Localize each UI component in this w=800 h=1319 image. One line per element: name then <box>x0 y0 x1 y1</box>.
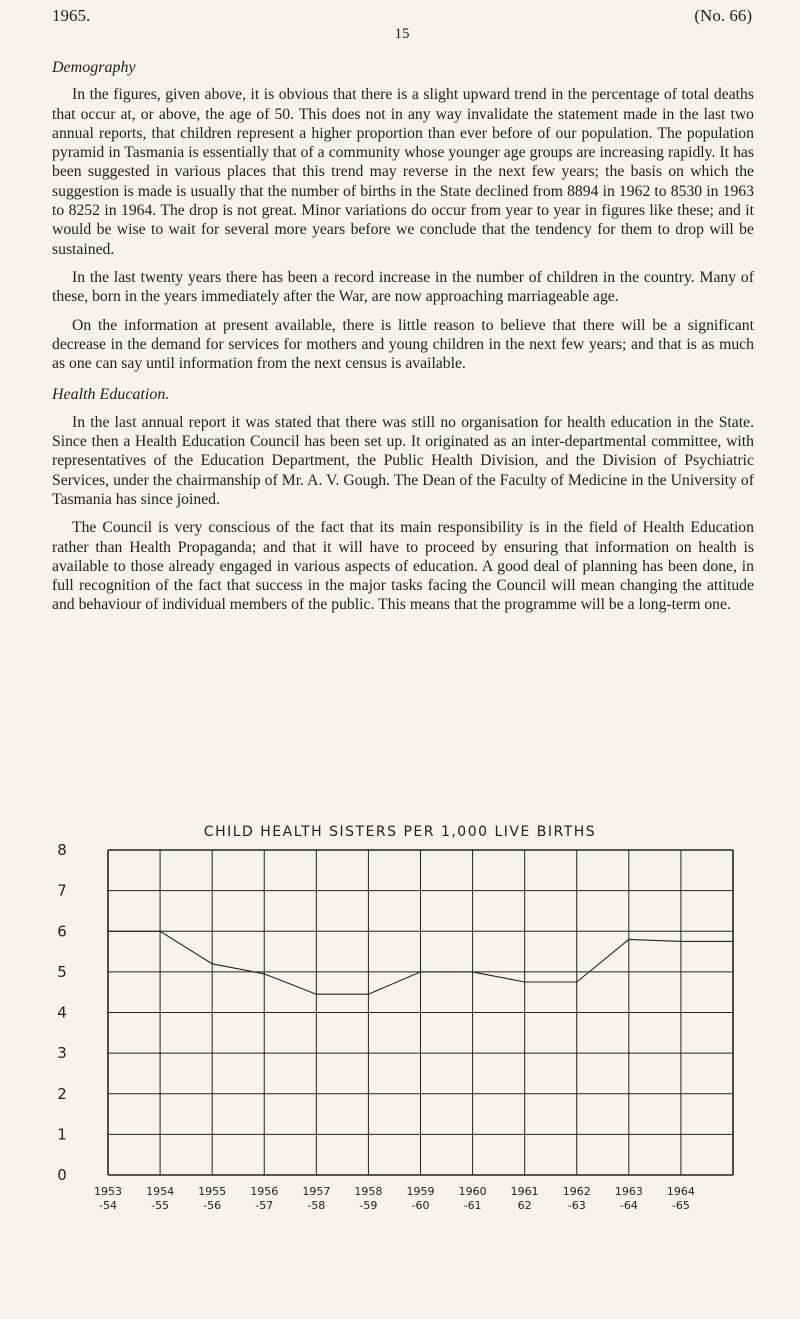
report-number: (No. 66) <box>694 6 752 25</box>
x-tick-label-range: -59 <box>359 1199 378 1212</box>
data-point <box>576 981 578 983</box>
data-point <box>316 993 318 995</box>
data-point <box>472 971 474 973</box>
x-tick-label-range: -58 <box>307 1199 326 1212</box>
x-tick-label-year: 1957 <box>302 1185 331 1198</box>
x-tick-label-year: 1964 <box>666 1185 695 1198</box>
y-tick-label: 8 <box>57 841 67 859</box>
y-axis-ticks <box>57 841 67 1184</box>
x-tick-label-range: -56 <box>203 1199 222 1212</box>
data-point <box>524 981 526 983</box>
data-point <box>263 973 265 975</box>
y-tick-label: 0 <box>57 1166 67 1184</box>
paragraph: The Council is very conscious of the fact that its main responsibility is in the field of Health Education rather than Health Propaganda; and that it will have to proceed by ensuring that information on health is available to those already engaged in various aspects of education. A good deal of planning has been done, in full recognition of the fact that success in the major tasks facing the Council will mean changing the attitude and behaviour of individual members of the public. This means that the programme will be a long-term one. <box>52 519 754 614</box>
data-point <box>680 941 682 943</box>
x-tick-label-range: -61 <box>463 1199 482 1212</box>
page-number: 15 <box>394 26 410 42</box>
paragraph: On the information at present available, there is little reason to believe that there will be a significant decrease in the demand for services for mothers and young children in the next few years; and that is as much as one can say until information from the next census is available. <box>52 316 754 373</box>
x-axis-ticks <box>94 1185 695 1212</box>
x-tick-label-year: 1960 <box>458 1185 487 1198</box>
x-tick-label-range: -64 <box>619 1199 638 1212</box>
x-tick-label-year: 1955 <box>198 1185 227 1198</box>
y-tick-label: 3 <box>57 1044 67 1063</box>
data-point <box>107 930 109 932</box>
section-heading-demography: Demography <box>52 59 136 76</box>
data-point <box>628 939 630 941</box>
paragraph: In the figures, given above, it is obvious that there is a slight upward trend in the percentage of total deaths that occur at, or above, the age of 50. This does not in any way invalidate the statement made in the last two annual reports, that children represent a higher proportion than ever before of our population. The population pyramid in Tasmania is essentially that of a community whose younger age groups are increasing rapidly. It has been suggested in various places that this trend may reverse in the next few years; the basis on which the suggestion is made is usually that the number of births in the State declined from 8894 in 1962 to 8530 in 1963 to 8252 in 1964. The drop is not great. Minor variations do occur from year to year in figures like these; and it would be wise to wait for several more years before we conclude that the tendency for them to drop will be sustained. <box>52 86 754 258</box>
y-tick-label: 4 <box>57 1003 67 1022</box>
x-tick-label-range: 62 <box>517 1199 532 1212</box>
y-tick-label: 1 <box>57 1125 67 1144</box>
report-year: 1965. <box>52 6 91 25</box>
x-tick-label-range: -60 <box>411 1199 430 1212</box>
x-tick-label-year: 1963 <box>614 1185 643 1198</box>
x-tick-label-year: 1961 <box>510 1185 539 1198</box>
y-tick-label: 2 <box>57 1084 67 1103</box>
chart-title: CHILD HEALTH SISTERS PER 1,000 LIVE BIRTHS <box>203 824 597 840</box>
x-tick-label-year: 1958 <box>354 1185 383 1198</box>
y-tick-label: 6 <box>57 922 67 941</box>
x-tick-label-year: 1956 <box>250 1185 279 1198</box>
data-point <box>159 930 161 932</box>
x-tick-label-range: -55 <box>151 1199 170 1212</box>
section-heading-health-education: Health Education. <box>52 386 170 404</box>
y-tick-label: 5 <box>57 962 67 981</box>
data-point <box>368 993 370 995</box>
paragraph: In the last annual report it was stated that there was still no organisation for health education in the State. Since then a Health Education Council has been set up. It originated as an inter-departmental committee, with representatives of the Education Department, the Public Health Division, and the Division of Psychiatric Services, under the chairmanship of Mr. A. V. Gough. The Dean of the Faculty of Medicine in the University of Tasmania has since joined. <box>52 413 754 508</box>
chart-grid <box>108 850 733 1175</box>
line-chart <box>0 840 800 1220</box>
x-tick-label-year: 1954 <box>146 1185 175 1198</box>
paragraph: In the last twenty years there has been a record increase in the number of children in the country. Many of these, born in the years immediately after the War, are now approaching marriageable age. <box>52 268 754 306</box>
x-tick-label-year: 1962 <box>562 1185 591 1198</box>
y-tick-label: 7 <box>57 881 67 900</box>
x-tick-label-range: -63 <box>567 1199 586 1212</box>
page-header <box>52 6 752 48</box>
x-tick-label-range: -54 <box>99 1199 117 1212</box>
x-tick-label-year: 1953 <box>94 1185 122 1198</box>
x-tick-label-range: -57 <box>255 1199 274 1212</box>
data-point <box>420 971 422 973</box>
data-point <box>211 963 213 965</box>
x-tick-label-year: 1959 <box>406 1185 435 1198</box>
x-tick-label-range: -65 <box>671 1199 690 1212</box>
body-text <box>52 58 754 615</box>
